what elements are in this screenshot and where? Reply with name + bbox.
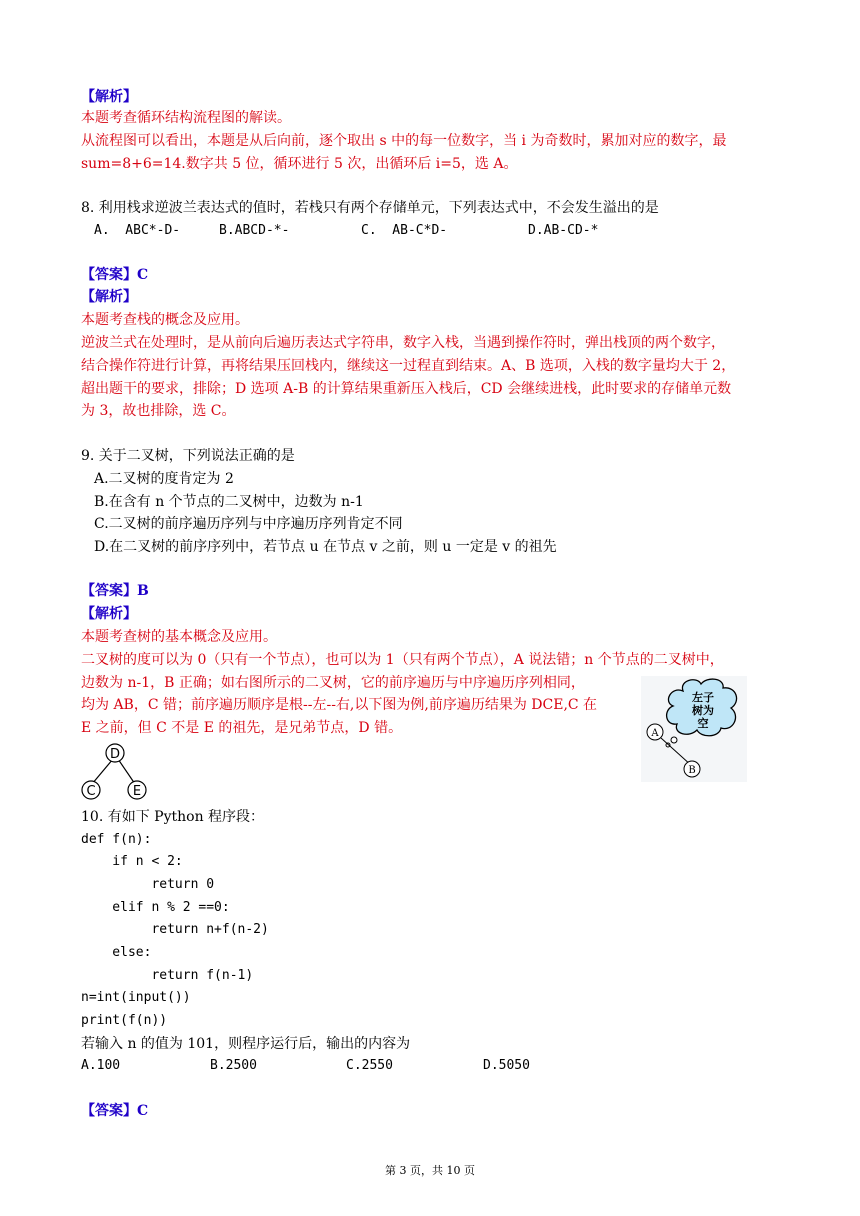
answer-label: 【答案】C: [81, 267, 149, 283]
code-line: print(f(n)): [81, 1013, 168, 1028]
option-b: B.ABCD-*-: [219, 223, 290, 238]
binary-tree-figure-right: [641, 676, 747, 782]
tree-node-label: E: [132, 784, 142, 799]
question-prompt: 若输入 n 的值为 101，则程序运行后，输出的内容为: [81, 1036, 411, 1052]
analysis-text: 逆波兰式在处理时，是从前向后遍历表达式字符串，数字入栈，当遇到操作符时，弹出栈顶的两个数字，: [81, 335, 725, 351]
option-c: C.2550: [346, 1058, 393, 1073]
analysis-text: 超出题干的要求，排除；D 选项 A-B 的计算结果重新压入栈后，CD 会继续进栈，此时要求的存储单元数: [81, 381, 732, 397]
answer-value: C: [137, 267, 149, 283]
cloud-label: 空: [697, 717, 709, 730]
analysis-text: 均为 AB，C 错；前序遍历顺序是根--左--右,以下图为例,前序遍历结果为 DCE,C 在: [81, 697, 598, 713]
code-line: def f(n):: [81, 832, 152, 847]
analysis-text: 从流程图可以看出，本题是从后向前，逐个取出 s 中的每一位数字，当 i 为奇数时，累加对应的数字，最: [81, 133, 727, 149]
option-d: D.5050: [483, 1058, 530, 1073]
tree-node-label: A: [651, 728, 659, 739]
code-line: elif n % 2 ==0:: [81, 900, 230, 915]
page-footer: 第 3 页，共 10 页: [385, 1164, 475, 1177]
cloud-label: 左子: [692, 691, 714, 704]
code-line: n=int(input()): [81, 990, 191, 1005]
option-b: B.2500: [210, 1058, 257, 1073]
option-d: D.在二叉树的前序序列中，若节点 u 在节点 v 之前，则 u 一定是 v 的祖先: [94, 539, 557, 555]
option-c: C.二叉树的前序遍历序列与中序遍历序列肯定不同: [94, 516, 403, 532]
answer-value: B: [137, 583, 149, 599]
analysis-label: 【解析】: [81, 289, 137, 305]
code-line: return n+f(n-2): [81, 922, 269, 937]
code-line: else:: [81, 945, 152, 960]
code-line: if n < 2:: [81, 854, 183, 869]
option-a: A. ABC*-D-: [94, 223, 181, 238]
analysis-text: 边数为 n-1，B 正确；如右图所示的二叉树，它的前序遍历与中序遍历序列相同，: [81, 675, 585, 691]
answer-label: 【答案】C: [81, 1103, 149, 1119]
analysis-text: 结合操作符进行计算，再将结果压回栈内，继续这一过程直到结束。A、B 选项，入栈的数字量均大于 2，: [81, 358, 736, 374]
answer-label: 【答案】B: [81, 583, 149, 599]
option-a: A.二叉树的度肯定为 2: [94, 471, 234, 487]
analysis-text: 为 3，故也排除，选 C。: [81, 403, 236, 419]
question-10: 10. 有如下 Python 程序段：: [81, 809, 265, 825]
code-line: return 0: [81, 877, 215, 892]
question-8: 8. 利用栈求逆波兰表达式的值时，若栈只有两个存储单元，下列表达式中，不会发生溢出的是: [81, 200, 659, 216]
tree-node-label: B: [688, 765, 696, 776]
analysis-label: 【解析】: [81, 89, 137, 105]
analysis-text: 本题考查树的基本概念及应用。: [81, 629, 277, 645]
binary-tree-figure-small: [80, 740, 154, 802]
analysis-text: 二叉树的度可以为 0（只有一个节点），也可以为 1（只有两个节点），A 说法错；n 个节点的二叉树中，: [81, 652, 724, 668]
cloud-label: 树为: [692, 704, 714, 717]
question-9: 9. 关于二叉树，下列说法正确的是: [81, 448, 295, 464]
analysis-text: 本题考查循环结构流程图的解读。: [81, 110, 291, 126]
analysis-text: sum=8+6=14.数字共 5 位，循环进行 5 次，出循环后 i=5，选 A。: [81, 156, 518, 172]
analysis-label: 【解析】: [81, 606, 137, 622]
tree-node-label: C: [86, 784, 96, 799]
answer-value: C: [137, 1103, 149, 1119]
tree-node-label: D: [109, 747, 121, 762]
option-d: D.AB-CD-*: [528, 223, 599, 238]
option-a: A.100: [81, 1058, 121, 1073]
analysis-text: E 之前，但 C 不是 E 的祖先，是兄弟节点，D 错。: [81, 720, 403, 736]
option-c: C. AB-C*D-: [361, 223, 448, 238]
code-line: return f(n-1): [81, 968, 254, 983]
analysis-text: 本题考查栈的概念及应用。: [81, 312, 249, 328]
option-b: B.在含有 n 个节点的二叉树中，边数为 n-1: [94, 494, 364, 510]
